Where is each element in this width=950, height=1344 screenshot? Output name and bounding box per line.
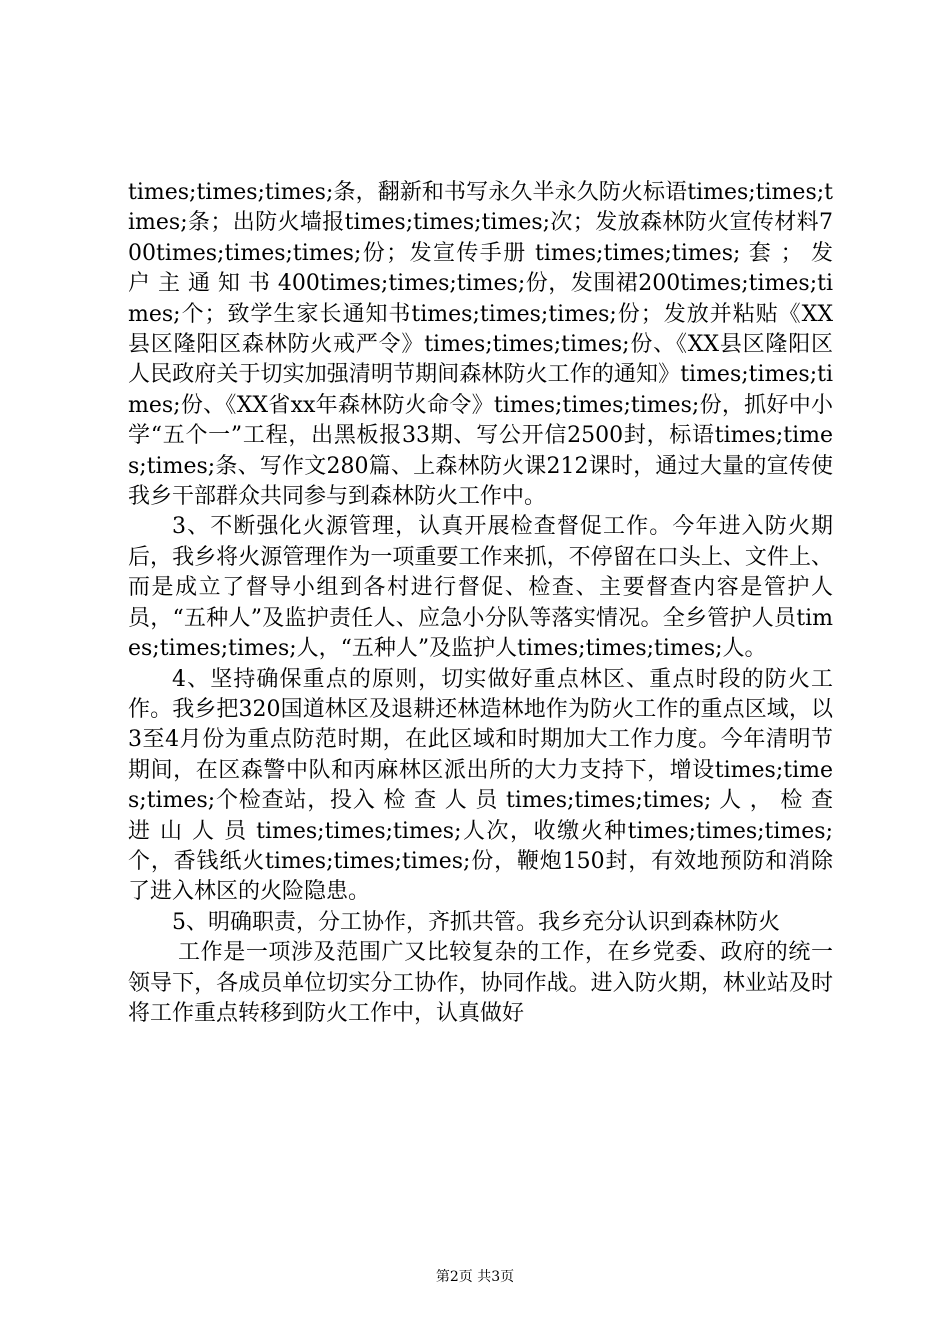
paragraph-fire-source-management: 3、不断强化火源管理，认真开展检查督促工作。今年进入防火期后，我乡将火源管理作为一项重要工作来抓，不停留在口头上、文件上、而是成立了督导小组到各村进行督促、检查、主要督查内容是管护人员，“五种人”及监护责任人、应急小分队等落实情况。全乡管护人员times;times;times;人，“五种人”及监护人times;times;times;人。 [128,514,833,662]
page-footer [0,1268,950,1286]
paragraph-publicity-materials: times;times;times;条，翻新和书写永久半永久防火标语times;times;times;条；出防火墙报times;times;times;次；发放森林防火宣传材料700times;times;times;份；发宣传手册 times;times;times; 套 ； 发 户 主 通 知 书 400times;times;times;份，发围裙200times;times;times;个；致学生家长通知书times;times;times;份；发放并粘贴《XX县区隆阳区森林防火戒严令》times;times;times;份、《XX县区隆阳区人民政府关于切实加强清明节期间森林防火工作的通知》times;times;times;份、《XX省xx年森林防火命令》times;times;times;份，抓好中小学“五个一”工程，出黑板报33期、写公开信2500封，标语times;times;times;条、写作文280篇、上森林防火课212课时，通过大量的宣传使我乡干部群众共同参与到森林防火工作中。 [128,180,833,510]
paragraph-key-forest-areas: 4、坚持确保重点的原则，切实做好重点林区、重点时段的防火工作。我乡把320国道林区及退耕还林造林地作为防火工作的重点区域，以3至4月份为重点防范时期，在此区域和时期加大工作力度。今年清明节期间，在区森警中队和丙麻林区派出所的大力支持下，增设times;times;times;个检查站，投入 检 查 人 员 times;times;times; 人 ， 检 查 进 山 人 员 times;times;times;人次，收缴火种times;times;times;个，香钱纸火times;times;times;份，鞭炮150封，有效地预防和消除了进入林区的火险隐患。 [128,666,833,905]
page-number-indicator: 第2页 共3页 [435,1269,515,1285]
paragraph-clear-responsibilities: 5、明确职责，分工协作，齐抓共管。我乡充分认识到森林防火 [172,909,780,935]
paragraph-work-scope: 工作是一项涉及范围广又比较复杂的工作，在乡党委、政府的统一领导下，各成员单位切实分工协作，协同作战。进入防火期，林业站及时将工作重点转移到防火工作中，认真做好 [128,940,833,1026]
document-body [128,178,833,1029]
